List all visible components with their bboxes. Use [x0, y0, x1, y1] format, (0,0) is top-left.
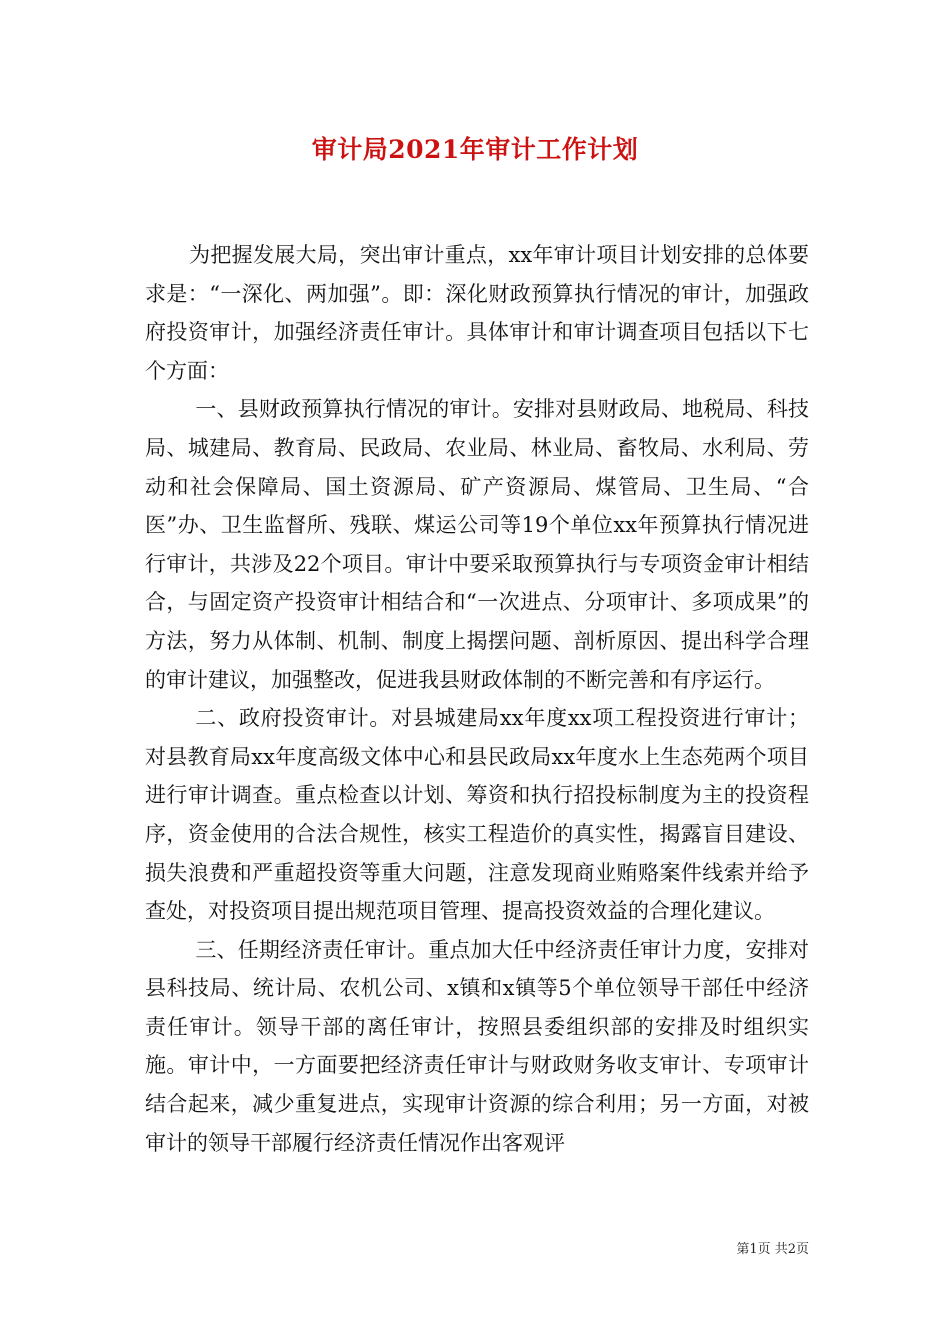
section-2-paragraph: 二、政府投资审计。对县城建局xx年度xx项工程投资进行审计；对县教育局xx年度高级文体中心和县民政局xx年度水上生态苑两个项目进行审计调查。重点检查以计划、筹资和执行招投标制度为主的投资程序，资金使用的合法合规性，核实工程造价的真实性，揭露盲目建设、损失浪费和严重超投资等重大问题，注意发现商业贿赂案件线索并给予查处，对投资项目提出规范项目管理、提高投资效益的合理化建议。 [145, 706, 809, 924]
document-body [145, 236, 809, 1162]
page-number-footer: 第1页 共2页 [736, 1242, 809, 1257]
document-title: 审计局2021年审计工作计划 [311, 135, 639, 164]
section-1-paragraph: 一、县财政预算执行情况的审计。安排对县财政局、地税局、科技局、城建局、教育局、民政局、农业局、林业局、畜牧局、水利局、劳动和社会保障局、国土资源局、矿产资源局、煤管局、卫生局、“合医”办、卫生监督所、残联、煤运公司等19个单位xx年预算执行情况进行审计，共涉及22个项目。审计中要采取预算执行与专项资金审计相结合，与固定资产投资审计相结合和“一次进点、分项审计、多项成果”的方法，努力从体制、机制、制度上揭摆问题、剖析原因、提出科学合理的审计建议，加强整改，促进我县财政体制的不断完善和有序运行。 [145, 397, 809, 692]
section-3-paragraph: 三、任期经济责任审计。重点加大任中经济责任审计力度，安排对县科技局、统计局、农机公司、x镇和x镇等5个单位领导干部任中经济责任审计。领导干部的离任审计，按照县委组织部的安排及时组织实施。审计中，一方面要把经济责任审计与财政财务收支审计、专项审计结合起来，减少重复进点，实现审计资源的综合利用；另一方面，对被审计的领导干部履行经济责任情况作出客观评 [145, 937, 809, 1155]
intro-paragraph: 为把握发展大局，突出审计重点，xx年审计项目计划安排的总体要求是：“一深化、两加强”。即：深化财政预算执行情况的审计，加强政府投资审计，加强经济责任审计。具体审计和审计调查项目包括以下七个方面： [145, 243, 809, 383]
